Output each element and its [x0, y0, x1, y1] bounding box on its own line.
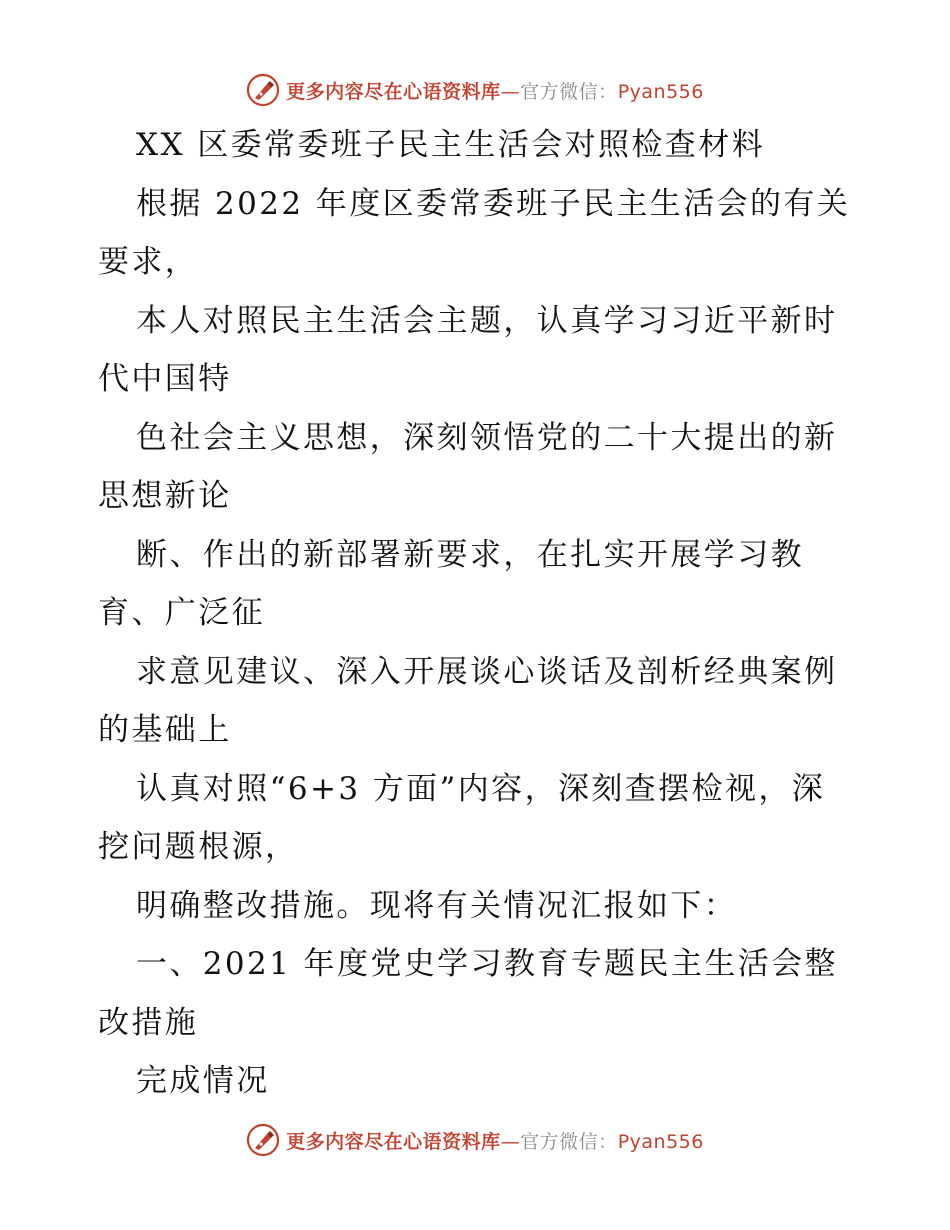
- paragraph-line: 完成情况: [136, 1063, 270, 1099]
- watermark-wechat-label: 官方微信：: [520, 1130, 618, 1153]
- paragraph-line: 思想新论: [98, 478, 232, 514]
- paragraph-line: 断、作出的新部署新要求，在扎实开展学习教: [136, 536, 804, 573]
- paragraph-line: 求意见建议、深入开展谈心谈话及剖析经典案例: [136, 653, 838, 690]
- paragraph-line: 认真对照“6+3 方面”内容，深刻查摆检视，深: [136, 770, 826, 807]
- paragraph-line: 要求，: [98, 244, 199, 280]
- watermark-separator: —: [500, 1130, 521, 1153]
- document-title: XX 区委常委班子民主生活会对照检查材料: [136, 127, 765, 163]
- section-heading-continued: 改措施: [98, 1004, 199, 1041]
- paragraph-line: 挖问题根源，: [98, 829, 299, 865]
- paragraph-line: 明确整改措施。现将有关情况汇报如下：: [136, 887, 738, 924]
- watermark-slogan: 更多内容尽在心语资料库: [286, 1130, 501, 1153]
- watermark-wechat-label: 官方微信：: [520, 80, 618, 103]
- header-watermark: [0, 70, 950, 110]
- watermark-separator: —: [500, 80, 521, 103]
- paragraph-line: 根据 2022 年度区委常委班子民主生活会的有关: [136, 185, 851, 222]
- watermark-wechat-id: Pyan556: [617, 80, 704, 103]
- paragraph-line: 代中国特: [98, 361, 232, 397]
- paragraph-line: 本人对照民主生活会主题，认真学习习近平新时: [136, 302, 838, 339]
- paragraph-line: 的基础上: [98, 712, 232, 748]
- paragraph-line: 色社会主义思想，深刻领悟党的二十大提出的新: [136, 419, 838, 456]
- watermark-slogan: 更多内容尽在心语资料库: [286, 80, 501, 103]
- document-body: [98, 116, 858, 1111]
- paragraph-line: 育、广泛征: [98, 595, 265, 631]
- pen-nib-logo-icon: [246, 1123, 280, 1157]
- section-heading: 一、2021 年度党史学习教育专题民主生活会整: [136, 946, 838, 982]
- pen-nib-logo-icon: [246, 73, 280, 107]
- watermark-wechat-id: Pyan556: [617, 1130, 704, 1153]
- footer-watermark: [0, 1120, 950, 1160]
